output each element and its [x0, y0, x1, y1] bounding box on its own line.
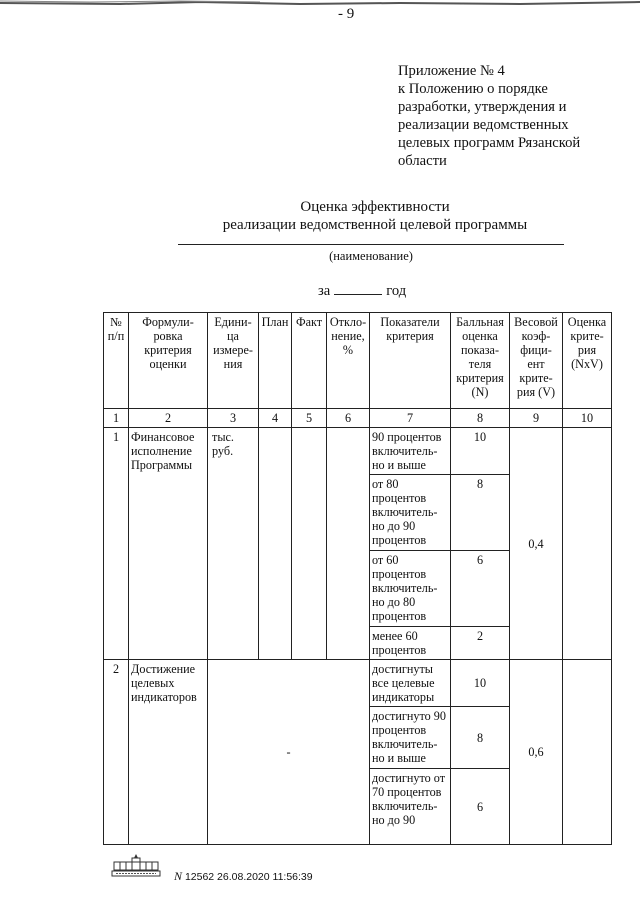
- header-cell: № п/п: [104, 313, 129, 409]
- period-line: [318, 282, 406, 300]
- table-row: [104, 428, 612, 475]
- appendix-line: области: [398, 153, 447, 169]
- header-cell: Балльная оценка показа- теля критерия (N): [451, 313, 510, 409]
- appendix-line: реализации ведомственных: [398, 117, 569, 133]
- header-cell: Показатели критерия: [370, 313, 451, 409]
- page-number: - 9: [338, 6, 355, 22]
- result-cell: [563, 660, 612, 845]
- period-suffix: год: [386, 283, 407, 299]
- header-cell: Едини- ца измере- ния: [208, 313, 259, 409]
- appendix-line: к Положению о порядке: [398, 81, 548, 97]
- column-number: 7: [370, 409, 451, 428]
- indicator-cell: от 80 процентов включитель- но до 90 процентов: [370, 475, 451, 551]
- indicator-cell: менее 60 процентов: [370, 627, 451, 660]
- merged-dash-cell: -: [208, 660, 370, 845]
- column-number: 8: [451, 409, 510, 428]
- score-cell: 2: [451, 627, 510, 660]
- fact-cell: [292, 428, 327, 660]
- deviation-cell: [327, 428, 370, 660]
- column-number: 5: [292, 409, 327, 428]
- appendix-line: разработки, утверждения и: [398, 99, 567, 115]
- column-number: 2: [129, 409, 208, 428]
- appendix-line: Приложение № 4: [398, 63, 505, 79]
- title-line: Оценка эффективности: [300, 199, 450, 215]
- indicator-cell: достигнуто от 70 процентов включитель- но до 90: [370, 769, 451, 845]
- score-cell: 10: [451, 428, 510, 475]
- year-blank: [334, 282, 382, 295]
- plan-cell: [259, 428, 292, 660]
- unit-cell: тыс. руб.: [208, 428, 259, 660]
- column-number: 9: [510, 409, 563, 428]
- registration-mark: N: [174, 869, 183, 883]
- score-cell: 8: [451, 707, 510, 769]
- column-number: 10: [563, 409, 612, 428]
- weight-cell: 0,4: [510, 428, 563, 660]
- header-cell: Весовой коэф- фици- ент крите- рия (V): [510, 313, 563, 409]
- result-cell: [563, 428, 612, 660]
- column-number: 3: [208, 409, 259, 428]
- column-number-row: [104, 409, 612, 428]
- score-cell: 6: [451, 769, 510, 845]
- government-building-icon: [110, 852, 162, 878]
- title-line: реализации ведомственной целевой программы: [222, 217, 528, 233]
- column-number: 1: [104, 409, 129, 428]
- scan-edge-artifact: [0, 0, 640, 10]
- registration-text: 12562 26.08.2020 11:56:39: [184, 871, 313, 883]
- header-cell: Оценка крите- рия (NxV): [563, 313, 612, 409]
- registration-stamp: [174, 869, 313, 884]
- header-cell: Факт: [292, 313, 327, 409]
- column-number: 4: [259, 409, 292, 428]
- table-header-row: [104, 313, 612, 409]
- header-cell: План: [259, 313, 292, 409]
- weight-cell: 0,6: [510, 660, 563, 845]
- row-number: 2: [104, 660, 129, 845]
- row-number: 1: [104, 428, 129, 660]
- column-number: 6: [327, 409, 370, 428]
- indicator-cell: достигнуты все целевые индикаторы: [370, 660, 451, 707]
- header-cell: Откло- нение, %: [327, 313, 370, 409]
- score-cell: 8: [451, 475, 510, 551]
- evaluation-table: [103, 312, 612, 845]
- score-cell: 6: [451, 551, 510, 627]
- table-row: [104, 660, 612, 707]
- indicator-cell: от 60 процентов включитель- но до 80 процентов: [370, 551, 451, 627]
- criterion-cell: Достижение целевых индикаторов: [129, 660, 208, 845]
- appendix-header: [398, 62, 618, 170]
- indicator-cell: достигнуто 90 процентов включитель- но и выше: [370, 707, 451, 769]
- name-caption: (наименование): [329, 249, 413, 263]
- document-title: [180, 198, 570, 234]
- score-cell: 10: [451, 660, 510, 707]
- period-prefix: за: [318, 283, 331, 299]
- header-cell: Формули- ровка критерия оценки: [129, 313, 208, 409]
- name-fill-line: [178, 244, 564, 245]
- appendix-line: целевых программ Рязанской: [398, 135, 581, 151]
- indicator-cell: 90 процентов включитель- но и выше: [370, 428, 451, 475]
- criterion-cell: Финансовое исполнение Программы: [129, 428, 208, 660]
